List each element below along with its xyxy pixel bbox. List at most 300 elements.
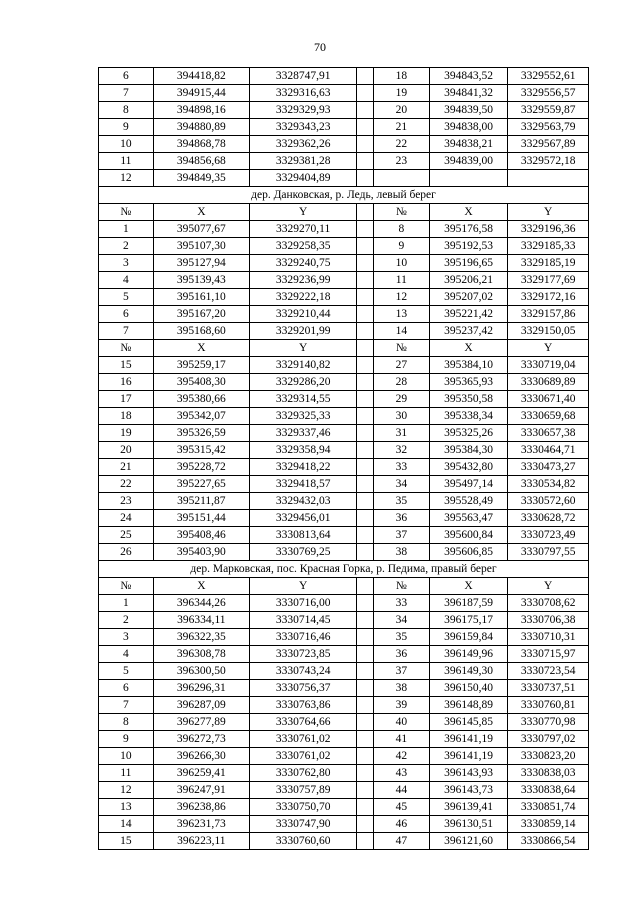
point-number: 38 <box>373 544 429 561</box>
point-number: 4 <box>99 646 154 663</box>
coordinates-table-body <box>99 68 589 850</box>
x-value: 396175,17 <box>429 612 508 629</box>
x-value: 395077,67 <box>153 221 249 238</box>
point-number: 1 <box>99 595 154 612</box>
table-row <box>99 527 589 544</box>
table-row <box>99 153 589 170</box>
point-number: 29 <box>373 391 429 408</box>
x-value: 396272,73 <box>153 731 249 748</box>
table-row <box>99 731 589 748</box>
point-number: 22 <box>99 476 154 493</box>
spacer-cell <box>357 714 374 731</box>
y-value: 3329572,18 <box>508 153 589 170</box>
spacer-cell <box>357 102 374 119</box>
table-row <box>99 833 589 850</box>
point-number: 2 <box>99 238 154 255</box>
point-number: 9 <box>373 238 429 255</box>
spacer-cell <box>357 493 374 510</box>
point-number: 14 <box>99 816 154 833</box>
y-value: 3330534,82 <box>508 476 589 493</box>
x-value: 395408,30 <box>153 374 249 391</box>
x-value: 396149,96 <box>429 646 508 663</box>
point-number: 30 <box>373 408 429 425</box>
y-value: 3330797,55 <box>508 544 589 561</box>
point-number: 22 <box>373 136 429 153</box>
spacer-cell <box>357 731 374 748</box>
spacer-cell <box>357 748 374 765</box>
y-value: 3329157,86 <box>508 306 589 323</box>
point-number: 33 <box>373 595 429 612</box>
y-value: 3329201,99 <box>249 323 357 340</box>
section-title-row <box>99 187 589 204</box>
y-value: 3330761,02 <box>249 731 357 748</box>
table-row <box>99 748 589 765</box>
spacer-cell <box>357 527 374 544</box>
table-header-row <box>99 578 589 595</box>
point-number: 41 <box>373 731 429 748</box>
x-value: 396296,31 <box>153 680 249 697</box>
point-number: 43 <box>373 765 429 782</box>
x-value: 396223,11 <box>153 833 249 850</box>
x-value: 396150,40 <box>429 680 508 697</box>
y-value: 3329559,87 <box>508 102 589 119</box>
point-number: 35 <box>373 629 429 646</box>
spacer-cell <box>357 765 374 782</box>
x-value: 394838,00 <box>429 119 508 136</box>
point-number: 1 <box>99 221 154 238</box>
point-number: 18 <box>99 408 154 425</box>
point-number: 10 <box>373 255 429 272</box>
table-row <box>99 170 589 187</box>
point-number: 12 <box>99 782 154 799</box>
y-value: 3330851,74 <box>508 799 589 816</box>
y-value: 3330770,98 <box>508 714 589 731</box>
section-title: дер. Марковская, пос. Красная Горка, р. Педима, правый берег <box>99 561 589 578</box>
point-number: 23 <box>99 493 154 510</box>
x-value: 394843,52 <box>429 68 508 85</box>
table-row <box>99 408 589 425</box>
spacer-cell <box>357 510 374 527</box>
x-value: 395207,02 <box>429 289 508 306</box>
point-number: 40 <box>373 714 429 731</box>
point-number: 39 <box>373 697 429 714</box>
x-value: 395139,43 <box>153 272 249 289</box>
y-value: 3330838,03 <box>508 765 589 782</box>
y-value: 3330757,89 <box>249 782 357 799</box>
x-value: 394839,00 <box>429 153 508 170</box>
y-value: 3330708,62 <box>508 595 589 612</box>
point-number: 34 <box>373 612 429 629</box>
point-number: 45 <box>373 799 429 816</box>
point-number: 26 <box>99 544 154 561</box>
point-number: 6 <box>99 306 154 323</box>
header-y: Y <box>508 340 589 357</box>
spacer-cell <box>357 680 374 697</box>
point-number: 10 <box>99 136 154 153</box>
point-number: 7 <box>99 85 154 102</box>
x-value: 396259,41 <box>153 765 249 782</box>
point-number: 3 <box>99 629 154 646</box>
y-value: 3329563,79 <box>508 119 589 136</box>
x-value: 395127,94 <box>153 255 249 272</box>
y-value: 3330628,72 <box>508 510 589 527</box>
x-value: 396238,86 <box>153 799 249 816</box>
spacer-cell <box>357 323 374 340</box>
x-value: 395384,30 <box>429 442 508 459</box>
spacer-cell <box>357 697 374 714</box>
point-number: 44 <box>373 782 429 799</box>
spacer-cell <box>357 153 374 170</box>
y-value: 3329172,16 <box>508 289 589 306</box>
x-value: 394880,89 <box>153 119 249 136</box>
header-y: Y <box>508 204 589 221</box>
header-x: X <box>153 578 249 595</box>
y-value: 3329418,22 <box>249 459 357 476</box>
point-number: 17 <box>99 391 154 408</box>
point-number: 2 <box>99 612 154 629</box>
point-number: 23 <box>373 153 429 170</box>
table-row <box>99 459 589 476</box>
y-value: 3329286,20 <box>249 374 357 391</box>
spacer-cell <box>357 68 374 85</box>
spacer-cell <box>357 119 374 136</box>
table-row <box>99 68 589 85</box>
x-value: 396187,59 <box>429 595 508 612</box>
y-value: 3329456,01 <box>249 510 357 527</box>
x-value: 395167,20 <box>153 306 249 323</box>
point-number: 10 <box>99 748 154 765</box>
x-value: 395408,46 <box>153 527 249 544</box>
table-row <box>99 102 589 119</box>
x-value: 396287,09 <box>153 697 249 714</box>
spacer-cell <box>357 221 374 238</box>
y-value: 3330756,37 <box>249 680 357 697</box>
spacer-cell <box>357 136 374 153</box>
point-number: 31 <box>373 425 429 442</box>
point-number: 7 <box>99 697 154 714</box>
table-row <box>99 136 589 153</box>
table-row <box>99 374 589 391</box>
table-row <box>99 493 589 510</box>
point-number: 20 <box>373 102 429 119</box>
x-value: 395497,14 <box>429 476 508 493</box>
x-value: 395151,44 <box>153 510 249 527</box>
y-value: 3329337,46 <box>249 425 357 442</box>
y-value: 3329343,23 <box>249 119 357 136</box>
y-value: 3329567,89 <box>508 136 589 153</box>
x-value: 394915,44 <box>153 85 249 102</box>
spacer-cell <box>357 408 374 425</box>
point-number: 24 <box>99 510 154 527</box>
point-number: 8 <box>99 714 154 731</box>
x-value <box>429 170 508 187</box>
y-value: 3330760,60 <box>249 833 357 850</box>
x-value: 395237,42 <box>429 323 508 340</box>
header-number: № <box>99 204 154 221</box>
x-value: 395168,60 <box>153 323 249 340</box>
x-value: 395315,42 <box>153 442 249 459</box>
y-value: 3330464,71 <box>508 442 589 459</box>
y-value: 3330838,64 <box>508 782 589 799</box>
table-row <box>99 799 589 816</box>
x-value: 394418,82 <box>153 68 249 85</box>
point-number: 32 <box>373 442 429 459</box>
table-row <box>99 323 589 340</box>
point-number: 21 <box>373 119 429 136</box>
x-value: 395326,59 <box>153 425 249 442</box>
table-row <box>99 476 589 493</box>
spacer-cell <box>357 442 374 459</box>
x-value: 395221,42 <box>429 306 508 323</box>
header-y: Y <box>249 204 357 221</box>
y-value: 3329177,69 <box>508 272 589 289</box>
x-value: 395600,84 <box>429 527 508 544</box>
y-value: 3330716,00 <box>249 595 357 612</box>
y-value: 3330710,31 <box>508 629 589 646</box>
point-number: 47 <box>373 833 429 850</box>
point-number: 37 <box>373 663 429 680</box>
point-number: 36 <box>373 510 429 527</box>
header-y: Y <box>249 578 357 595</box>
spacer-cell <box>357 782 374 799</box>
spacer-cell <box>357 357 374 374</box>
x-value: 395606,85 <box>429 544 508 561</box>
point-number: 12 <box>99 170 154 187</box>
y-value: 3329196,36 <box>508 221 589 238</box>
y-value: 3330813,64 <box>249 527 357 544</box>
spacer-cell <box>357 629 374 646</box>
y-value: 3330706,38 <box>508 612 589 629</box>
y-value: 3329432,03 <box>249 493 357 510</box>
point-number: 14 <box>373 323 429 340</box>
y-value: 3329316,63 <box>249 85 357 102</box>
table-row <box>99 442 589 459</box>
table-row <box>99 85 589 102</box>
x-value: 395107,30 <box>153 238 249 255</box>
y-value: 3330859,14 <box>508 816 589 833</box>
spacer-cell <box>357 425 374 442</box>
point-number: 13 <box>373 306 429 323</box>
header-x: X <box>153 340 249 357</box>
y-value: 3329418,57 <box>249 476 357 493</box>
table-row <box>99 510 589 527</box>
point-number: 5 <box>99 289 154 306</box>
point-number: 8 <box>373 221 429 238</box>
point-number: 36 <box>373 646 429 663</box>
y-value: 3329329,93 <box>249 102 357 119</box>
table-row <box>99 697 589 714</box>
table-row <box>99 255 589 272</box>
x-value: 395192,53 <box>429 238 508 255</box>
y-value: 3330743,24 <box>249 663 357 680</box>
point-number: 37 <box>373 527 429 544</box>
point-number: 28 <box>373 374 429 391</box>
spacer-cell <box>357 799 374 816</box>
x-value: 394856,68 <box>153 153 249 170</box>
spacer-cell <box>357 646 374 663</box>
y-value: 3330823,20 <box>508 748 589 765</box>
table-row <box>99 391 589 408</box>
point-number <box>373 170 429 187</box>
point-number: 15 <box>99 833 154 850</box>
spacer-cell <box>357 578 374 595</box>
spacer-cell <box>357 289 374 306</box>
y-value: 3329270,11 <box>249 221 357 238</box>
x-value: 396139,41 <box>429 799 508 816</box>
point-number: 12 <box>373 289 429 306</box>
y-value: 3329210,44 <box>249 306 357 323</box>
header-x: X <box>153 204 249 221</box>
y-value: 3330761,02 <box>249 748 357 765</box>
x-value: 396143,93 <box>429 765 508 782</box>
point-number: 19 <box>373 85 429 102</box>
spacer-cell <box>357 833 374 850</box>
point-number: 9 <box>99 731 154 748</box>
point-number: 25 <box>99 527 154 544</box>
table-row <box>99 544 589 561</box>
x-value: 395528,49 <box>429 493 508 510</box>
table-row <box>99 629 589 646</box>
spacer-cell <box>357 374 374 391</box>
x-value: 395161,10 <box>153 289 249 306</box>
x-value: 395228,72 <box>153 459 249 476</box>
point-number: 15 <box>99 357 154 374</box>
y-value: 3329240,75 <box>249 255 357 272</box>
x-value: 395259,17 <box>153 357 249 374</box>
section-title: дер. Данковская, р. Ледь, левый берег <box>99 187 589 204</box>
x-value: 395325,26 <box>429 425 508 442</box>
table-row <box>99 289 589 306</box>
y-value: 3329185,33 <box>508 238 589 255</box>
x-value: 395211,87 <box>153 493 249 510</box>
table-row <box>99 238 589 255</box>
y-value: 3330719,04 <box>508 357 589 374</box>
spacer-cell <box>357 238 374 255</box>
y-value: 3329552,61 <box>508 68 589 85</box>
y-value: 3330866,54 <box>508 833 589 850</box>
x-value: 395563,47 <box>429 510 508 527</box>
y-value: 3330797,02 <box>508 731 589 748</box>
table-row <box>99 595 589 612</box>
header-number: № <box>99 578 154 595</box>
y-value: 3329236,99 <box>249 272 357 289</box>
coordinates-table <box>98 67 589 850</box>
point-number: 7 <box>99 323 154 340</box>
point-number: 6 <box>99 68 154 85</box>
table-row <box>99 782 589 799</box>
table-row <box>99 425 589 442</box>
spacer-cell <box>357 595 374 612</box>
spacer-cell <box>357 459 374 476</box>
y-value: 3330764,66 <box>249 714 357 731</box>
x-value: 394841,32 <box>429 85 508 102</box>
table-row <box>99 357 589 374</box>
x-value: 396159,84 <box>429 629 508 646</box>
spacer-cell <box>357 544 374 561</box>
header-number: № <box>373 340 429 357</box>
x-value: 396141,19 <box>429 731 508 748</box>
table-row <box>99 816 589 833</box>
y-value: 3329185,19 <box>508 255 589 272</box>
spacer-cell <box>357 816 374 833</box>
x-value: 396300,50 <box>153 663 249 680</box>
header-x: X <box>429 340 508 357</box>
x-value: 396247,91 <box>153 782 249 799</box>
header-number: № <box>99 340 154 357</box>
table-row <box>99 119 589 136</box>
y-value: 3330715,97 <box>508 646 589 663</box>
x-value: 396148,89 <box>429 697 508 714</box>
x-value: 396121,60 <box>429 833 508 850</box>
y-value: 3330763,86 <box>249 697 357 714</box>
y-value: 3329362,26 <box>249 136 357 153</box>
x-value: 396277,89 <box>153 714 249 731</box>
x-value: 396149,30 <box>429 663 508 680</box>
point-number: 27 <box>373 357 429 374</box>
spacer-cell <box>357 204 374 221</box>
point-number: 33 <box>373 459 429 476</box>
point-number: 38 <box>373 680 429 697</box>
point-number: 5 <box>99 663 154 680</box>
y-value: 3330723,85 <box>249 646 357 663</box>
spacer-cell <box>357 340 374 357</box>
y-value: 3330716,46 <box>249 629 357 646</box>
y-value: 3330714,45 <box>249 612 357 629</box>
y-value: 3329258,35 <box>249 238 357 255</box>
x-value: 395384,10 <box>429 357 508 374</box>
y-value: 3328747,91 <box>249 68 357 85</box>
y-value: 3329358,94 <box>249 442 357 459</box>
y-value: 3330750,70 <box>249 799 357 816</box>
y-value: 3329314,55 <box>249 391 357 408</box>
table-row <box>99 714 589 731</box>
x-value: 395432,80 <box>429 459 508 476</box>
y-value: 3330671,40 <box>508 391 589 408</box>
point-number: 8 <box>99 102 154 119</box>
x-value: 396130,51 <box>429 816 508 833</box>
point-number: 6 <box>99 680 154 697</box>
x-value: 394868,78 <box>153 136 249 153</box>
x-value: 396266,30 <box>153 748 249 765</box>
spacer-cell <box>357 255 374 272</box>
header-x: X <box>429 578 508 595</box>
table-row <box>99 306 589 323</box>
spacer-cell <box>357 272 374 289</box>
table-row <box>99 765 589 782</box>
point-number: 46 <box>373 816 429 833</box>
y-value: 3330657,38 <box>508 425 589 442</box>
point-number: 3 <box>99 255 154 272</box>
point-number: 18 <box>373 68 429 85</box>
table-row <box>99 272 589 289</box>
table-row <box>99 612 589 629</box>
table-header-row <box>99 340 589 357</box>
y-value: 3329325,33 <box>249 408 357 425</box>
x-value: 396334,11 <box>153 612 249 629</box>
spacer-cell <box>357 306 374 323</box>
spacer-cell <box>357 391 374 408</box>
point-number: 19 <box>99 425 154 442</box>
point-number: 11 <box>373 272 429 289</box>
table-row <box>99 221 589 238</box>
y-value: 3329140,82 <box>249 357 357 374</box>
point-number: 11 <box>99 153 154 170</box>
spacer-cell <box>357 663 374 680</box>
x-value: 396344,26 <box>153 595 249 612</box>
spacer-cell <box>357 85 374 102</box>
point-number: 34 <box>373 476 429 493</box>
y-value: 3330737,51 <box>508 680 589 697</box>
